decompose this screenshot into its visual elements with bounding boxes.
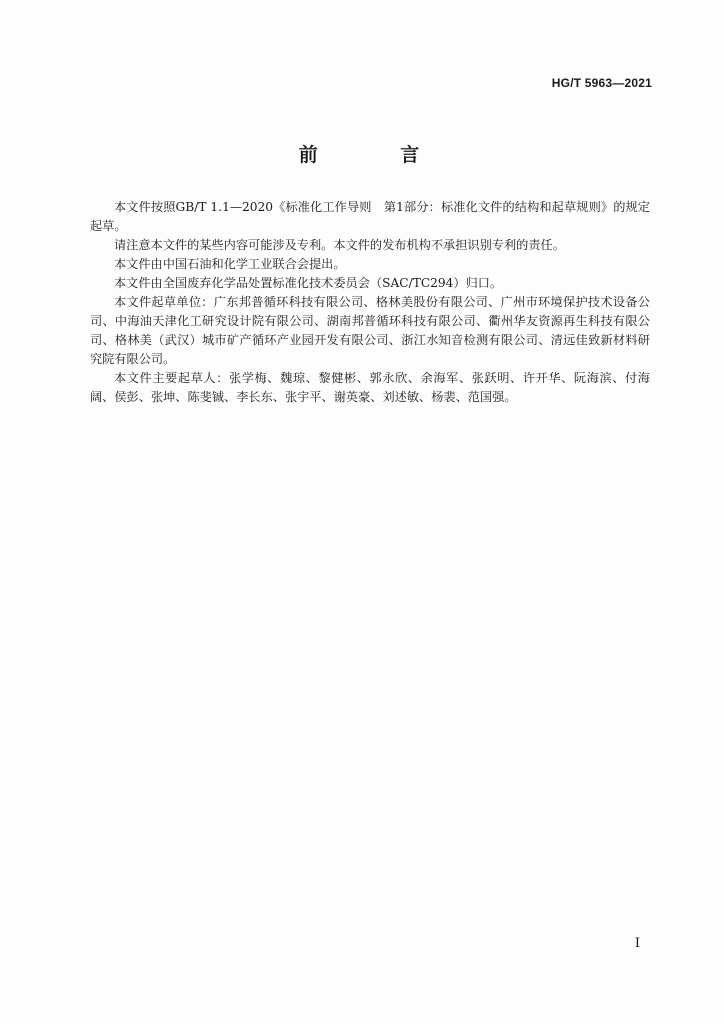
page-title: 前 言 — [298, 144, 458, 166]
paragraph-committee: 本文件由全国废弃化学品处置标准化技术委员会（SAC/TC294）归口。 — [114, 276, 503, 290]
paragraph-drafters: 本文件主要起草人：张学梅、魏琼、黎健彬、郭永欣、余海军、张跃明、许开华、阮海滨、付海阔、侯彭、张坤、陈斐铖、李长东、张宇平、谢英豪、刘述敏、杨裴、范国强。 — [90, 371, 650, 404]
page-number: I — [634, 936, 640, 951]
paragraph-drafting-units: 本文件起草单位：广东邦普循环科技有限公司、格林美股份有限公司、广州市环境保护技术设备公司、中海油天津化工研究设计院有限公司、湖南邦普循环科技有限公司、衢州华友资源再生科技有限公司、格林美（武汉）城市矿产循环产业园开发有限公司、浙江水知音检测有限公司、清远佳致新材料研究院有限公司。 — [90, 295, 650, 366]
foreword-body — [90, 198, 650, 407]
paragraph-drafting-rules: 本文件按照GB/T 1.1—2020《标准化工作导则 第1部分：标准化文件的结构和起草规则》的规定起草。 — [90, 200, 650, 233]
paragraph-proposer: 本文件由中国石油和化学工业联合会提出。 — [114, 257, 346, 271]
standard-code: HG/T 5963—2021 — [551, 76, 652, 90]
paragraph-patent-notice: 请注意本文件的某些内容可能涉及专利。本文件的发布机构不承担识别专利的责任。 — [114, 238, 565, 252]
